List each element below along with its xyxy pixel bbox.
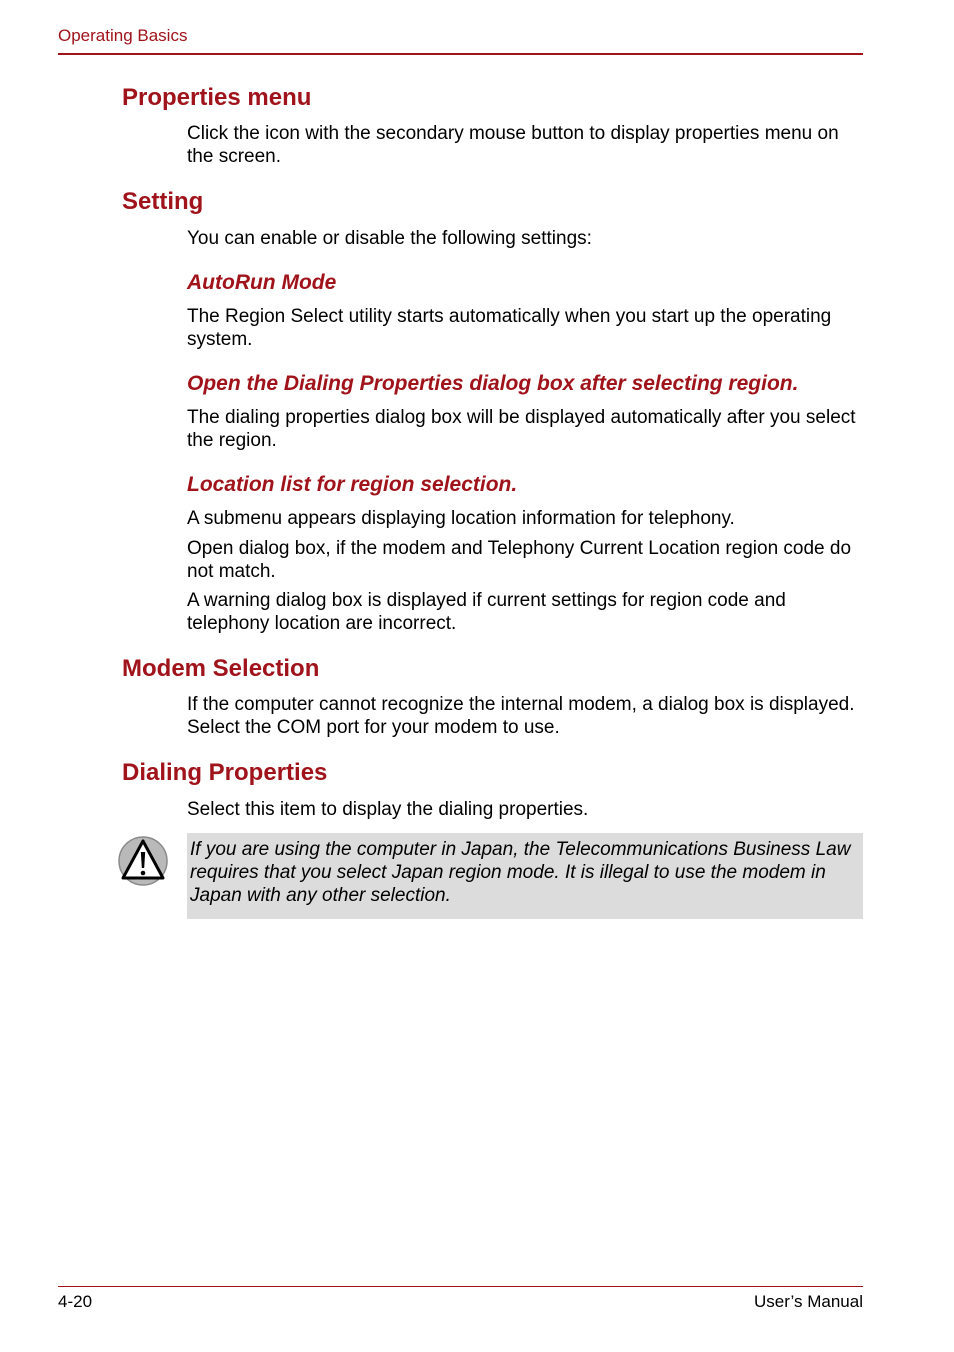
properties-menu-text: Click the icon with the secondary mouse button to display properties menu on the screen. — [187, 123, 839, 167]
modem-selection-text: If the computer cannot recognize the internal modem, a dialog box is displayed. Select the COM port for your modem to use. — [187, 694, 855, 738]
section-title-modem-selection: Modem Selection — [122, 655, 320, 682]
page-number: 4-20 — [58, 1292, 93, 1311]
dialing-properties-text: Select this item to display the dialing properties. — [187, 799, 589, 820]
running-header: Operating Basics — [58, 26, 188, 45]
subsection-title-autorun-mode: AutoRun Mode — [187, 271, 337, 294]
footer-rule — [58, 1286, 863, 1287]
section-title-dialing-properties: Dialing Properties — [122, 759, 328, 786]
location-list-text-1: A submenu appears displaying location information for telephony. — [187, 508, 735, 529]
autorun-mode-text: The Region Select utility starts automatically when you start up the operating system. — [187, 306, 832, 350]
subsection-title-location-list: Location list for region selection. — [187, 473, 518, 496]
manual-title: User’s Manual — [754, 1292, 863, 1311]
location-list-text-2: Open dialog box, if the modem and Telephony Current Location region code do not match. — [187, 538, 852, 582]
section-title-properties-menu: Properties menu — [122, 84, 312, 111]
setting-intro-text: You can enable or disable the following settings: — [187, 228, 592, 249]
warning-triangle-icon — [116, 834, 170, 888]
header-rule — [58, 53, 863, 55]
section-title-setting: Setting — [122, 188, 204, 215]
location-list-text-3: A warning dialog box is displayed if current settings for region code and telephony location are incorrect. — [187, 590, 786, 634]
caution-text: If you are using the computer in Japan, the Telecommunications Business Law requires that you select Japan region mode. It is illegal to use the modem in Japan with any other selection. — [190, 839, 851, 906]
subsection-title-dialing-properties-dialog: Open the Dialing Properties dialog box after selecting region. — [187, 372, 799, 395]
caution-box — [187, 833, 863, 919]
dialing-properties-dialog-text: The dialing properties dialog box will be displayed automatically after you select the region. — [187, 407, 856, 451]
